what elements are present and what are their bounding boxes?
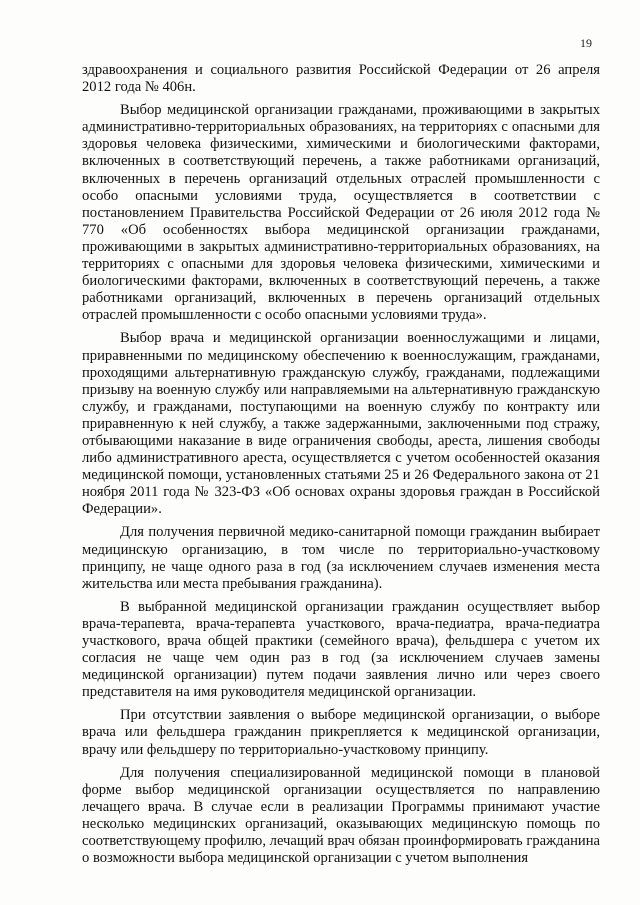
paragraph-5: В выбранной медицинской организации гражданин осуществляет выбор врача-терапевта, врача-терапевта участкового, врача-педиатра, врача-педиатра участкового, врача общей практики (семейного врача), фельдшера с учетом их согласия не чаще чем один раз в год (за исключением случаев замены медицинской организации) путем подачи заявления лично или через своего представителя на имя руководителя медицинской организации. <box>82 598 600 701</box>
page-number: 19 <box>580 36 592 50</box>
paragraph-1: здравоохранения и социального развития Российской Федерации от 26 апреля 2012 года № 406н. <box>82 62 600 96</box>
paragraph-2: Выбор медицинской организации гражданами, проживающими в закрытых административно-территориальных образованиях, на территориях с опасными для здоровья человека физическими, химическими и биологическими факторами, включенных в соответствующий перечень, а также работниками организаций, включенных в перечень организаций отдельных отраслей промышленности с особо опасными условиями труда, осуществляется в соответствии с постановлением Правительства Российской Федерации от 26 июля 2012 года № 770 «Об особенностях выбора медицинской организации гражданами, проживающими в закрытых административно-территориальных образованиях, на территориях с опасными для здоровья человека физическими, химическими и биологическими факторами, включенных в соответствующий перечень, а также работниками организаций, включенных в перечень организаций отдельных отраслей промышленности с особо опасными условиями труда». <box>82 102 600 324</box>
paragraph-7: Для получения специализированной медицинской помощи в плановой форме выбор медицинской организации осуществляется по направлению лечащего врача. В случае если в реализации Программы принимают участие несколько медицинских организаций, оказывающих медицинскую помощь по соответствующему профилю, лечащий врач обязан проинформировать гражданина о возможности выбора медицинской организации с учетом выполнения <box>82 764 600 867</box>
paragraph-3: Выбор врача и медицинской организации военнослужащими и лицами, приравненными по медицинскому обеспечению к военнослужащим, гражданами, проходящими альтернативную гражданскую службу, гражданами, подлежащими призыву на военную службу или направляемыми на альтернативную гражданскую службу, и гражданами, поступающими на военную службу по контракту или приравненную к ней службу, а также задержанными, заключенными под стражу, отбывающими наказание в виде ограничения свободы, ареста, лишения свободы либо административного ареста, осуществляется с учетом особенностей оказания медицинской помощи, установленных статьями 25 и 26 Федерального закона от 21 ноября 2011 года № 323-ФЗ «Об основах охраны здоровья граждан в Российской Федерации». <box>82 330 600 518</box>
paragraph-6: При отсутствии заявления о выборе медицинской организации, о выборе врача или фельдшера гражданин прикрепляется к медицинской организации, врачу или фельдшеру по территориально-участковому принципу. <box>82 707 600 758</box>
document-body <box>82 62 600 873</box>
paragraph-4: Для получения первичной медико-санитарной помощи гражданин выбирает медицинскую организацию, в том числе по территориально-участковому принципу, не чаще одного раза в год (за исключением случаев изменения места жительства или места пребывания гражданина). <box>82 524 600 592</box>
